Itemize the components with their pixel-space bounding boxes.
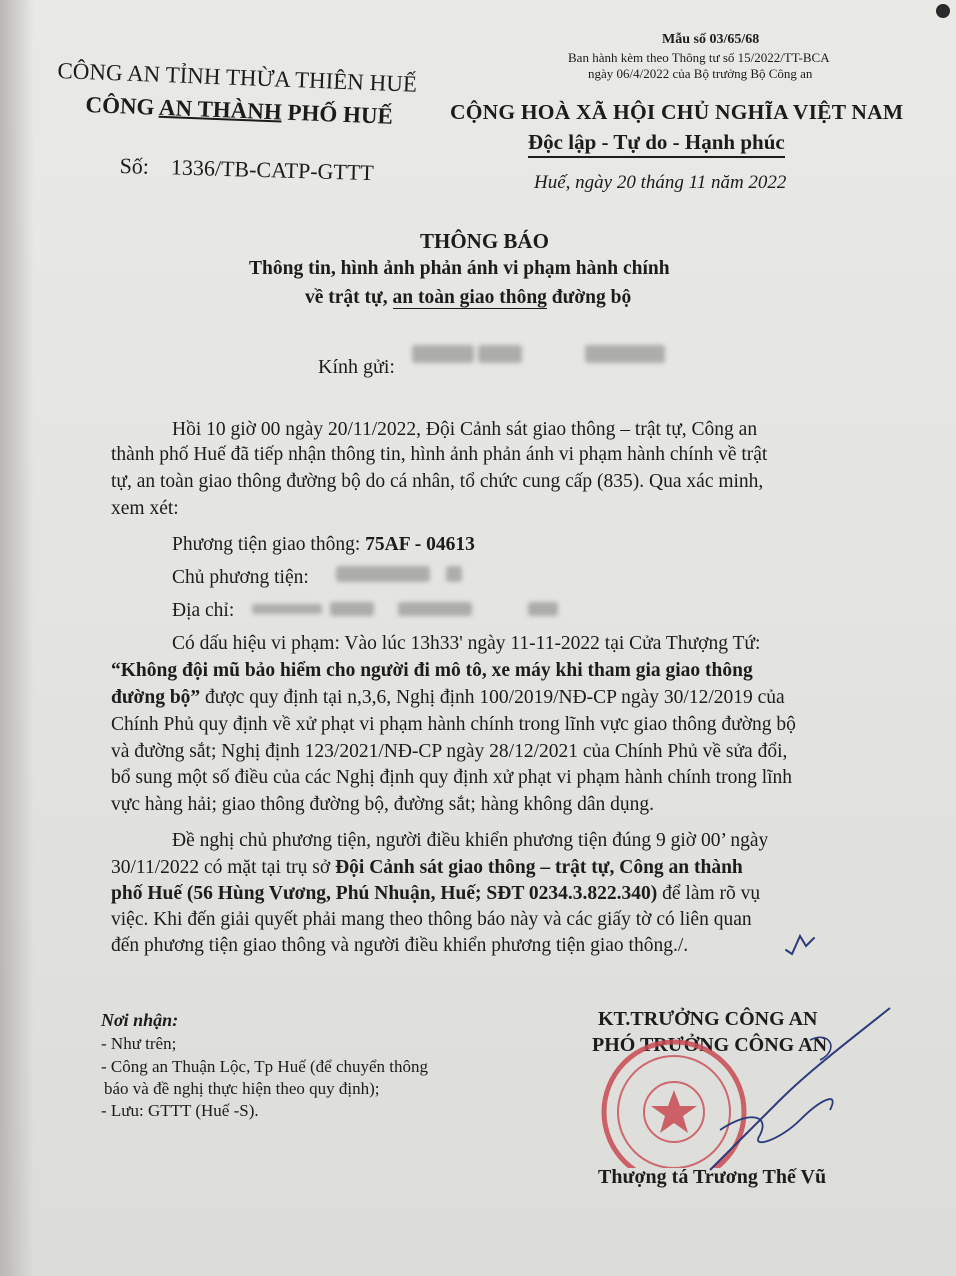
violation-intro: Có dấu hiệu vi phạm: Vào lúc 13h33' ngày 11-11-2022 tại Cửa Thượng Tứ: <box>172 633 761 654</box>
ink-tick-mark <box>782 928 822 958</box>
redacted-address-4 <box>528 602 558 616</box>
agency-main-pre: CÔNG <box>85 92 160 120</box>
nation-name: CỘNG HOÀ XÃ HỘI CHỦ NGHĨA VIỆT NAM <box>450 100 904 124</box>
violation-line: Chính Phủ quy định về xử phạt vi phạm hành chính trong lĩnh vực giao thông đường bộ <box>111 714 796 735</box>
redacted-address-3 <box>398 602 472 616</box>
document-subtitle-1: Thông tin, hình ảnh phản ánh vi phạm hành chính <box>249 258 670 279</box>
page-shadow <box>0 0 34 1276</box>
redacted-address-2 <box>330 602 374 616</box>
agency-main-post: PHỐ HUẾ <box>281 99 394 129</box>
handwritten-signature <box>690 1000 900 1180</box>
form-number: Mẫu số 03/65/68 <box>662 32 760 47</box>
request-2-pre: 30/11/2022 có mặt tại trụ sở <box>111 857 336 878</box>
recipient-item: báo và đề nghị thực hiện theo quy định); <box>104 1079 380 1098</box>
recipient-item: - Như trên; <box>101 1034 177 1053</box>
owner-label: Chủ phương tiện: <box>172 567 309 588</box>
body-paragraph-line: thành phố Huế đã tiếp nhận thông tin, hình ảnh phản ánh vi phạm hành chính về trật <box>111 444 768 465</box>
agency-main <box>85 92 393 130</box>
address-label: Địa chỉ: <box>172 600 235 621</box>
request-3-bold: phố Huế (56 Hùng Vương, Phú Nhuận, Huế; SĐT 0234.3.822.340) <box>111 883 658 904</box>
request-3-post: để làm rõ vụ <box>657 883 761 904</box>
subtitle-2-underlined: an toàn giao thông <box>392 287 547 308</box>
redacted-addressee-1 <box>412 345 474 363</box>
violation-line: vực hàng hải; giao thông đường bộ, đường sắt; hàng không dân dụng. <box>111 794 655 815</box>
form-issued-line-1: Ban hành kèm theo Thông tư số 15/2022/TT-BCA <box>568 50 830 65</box>
redacted-addressee-3 <box>585 345 665 363</box>
redacted-owner-2 <box>446 566 462 582</box>
request-line-2 <box>111 857 743 879</box>
recipient-item: - Công an Thuận Lộc, Tp Huế (để chuyển thông <box>101 1057 429 1076</box>
camera-corner-mark <box>936 4 950 18</box>
subtitle-2-pre: về trật tự, <box>305 287 393 308</box>
vehicle-label: Phương tiện giao thông: <box>172 534 366 555</box>
request-line: đến phương tiện giao thông và người điều khiển phương tiện giao thông./. <box>111 935 689 956</box>
nation-motto: Độc lập - Tự do - Hạnh phúc <box>528 130 785 158</box>
agency-main-underlined: AN THÀNH <box>158 94 283 125</box>
document-subtitle-2 <box>305 287 631 309</box>
document-number-label: Số: <box>119 153 150 179</box>
body-paragraph-line: tự, an toàn giao thông đường bộ do cá nhân, tổ chức cung cấp (835). Qua xác minh, <box>111 471 764 492</box>
signer-title-2: PHÓ TRƯỞNG CÔNG AN <box>592 1034 828 1056</box>
place-date: Huế, ngày 20 tháng 11 năm 2022 <box>534 172 787 193</box>
request-2-bold: Đội Cảnh sát giao thông – trật tự, Công an thành <box>335 857 743 878</box>
violation-line: và đường sắt; Nghị định 123/2021/NĐ-CP ngày 28/12/2021 của Chính Phủ về sửa đổi, <box>111 741 788 762</box>
redacted-address-1 <box>252 604 322 614</box>
recipient-item: - Lưu: GTTT (Huế -S). <box>101 1101 259 1120</box>
violation-line: bổ sung một số điều của các Nghị định quy định xử phạt vi phạm hành chính trong lĩnh <box>111 767 793 788</box>
body-paragraph-line: xem xét: <box>111 498 179 519</box>
violation-bold-line: “Không đội mũ bảo hiểm cho người đi mô tô, xe máy khi tham gia giao thông <box>111 660 753 681</box>
vehicle-line <box>172 534 475 556</box>
violation-line-2 <box>111 687 785 709</box>
vehicle-plate: 75AF - 04613 <box>365 534 475 555</box>
document-number <box>119 153 374 186</box>
violation-rest: được quy định tại n,3,6, Nghị định 100/2019/NĐ-CP ngày 30/12/2019 của <box>200 687 785 708</box>
signer-name: Thượng tá Trương Thế Vũ <box>598 1166 827 1188</box>
request-line-3 <box>111 883 760 905</box>
body-paragraph-line: Hồi 10 giờ 00 ngày 20/11/2022, Đội Cảnh sát giao thông – trật tự, Công an <box>172 419 758 440</box>
recipients-heading: Nơi nhận: <box>101 1010 179 1030</box>
request-line: Đề nghị chủ phương tiện, người điều khiển phương tiện đúng 9 giờ 00’ ngày <box>172 830 769 851</box>
document-number-value: 1336/TB-CATP-GTTT <box>170 154 375 186</box>
document-title: THÔNG BÁO <box>420 229 549 253</box>
form-issued-line-2: ngày 06/4/2022 của Bộ trưởng Bộ Công an <box>588 66 813 81</box>
redacted-owner-1 <box>336 566 430 582</box>
subtitle-2-post: đường bộ <box>546 287 632 308</box>
request-line: việc. Khi đến giải quyết phải mang theo thông báo này và các giấy tờ có liên quan <box>111 909 752 930</box>
signer-title-1: KT.TRƯỞNG CÔNG AN <box>598 1008 818 1030</box>
violation-bold-end: đường bộ” <box>111 687 201 708</box>
redacted-addressee-2 <box>478 345 522 363</box>
addressee-label: Kính gửi: <box>318 356 395 378</box>
agency-parent: CÔNG AN TỈNH THỪA THIÊN HUẾ <box>57 58 418 97</box>
